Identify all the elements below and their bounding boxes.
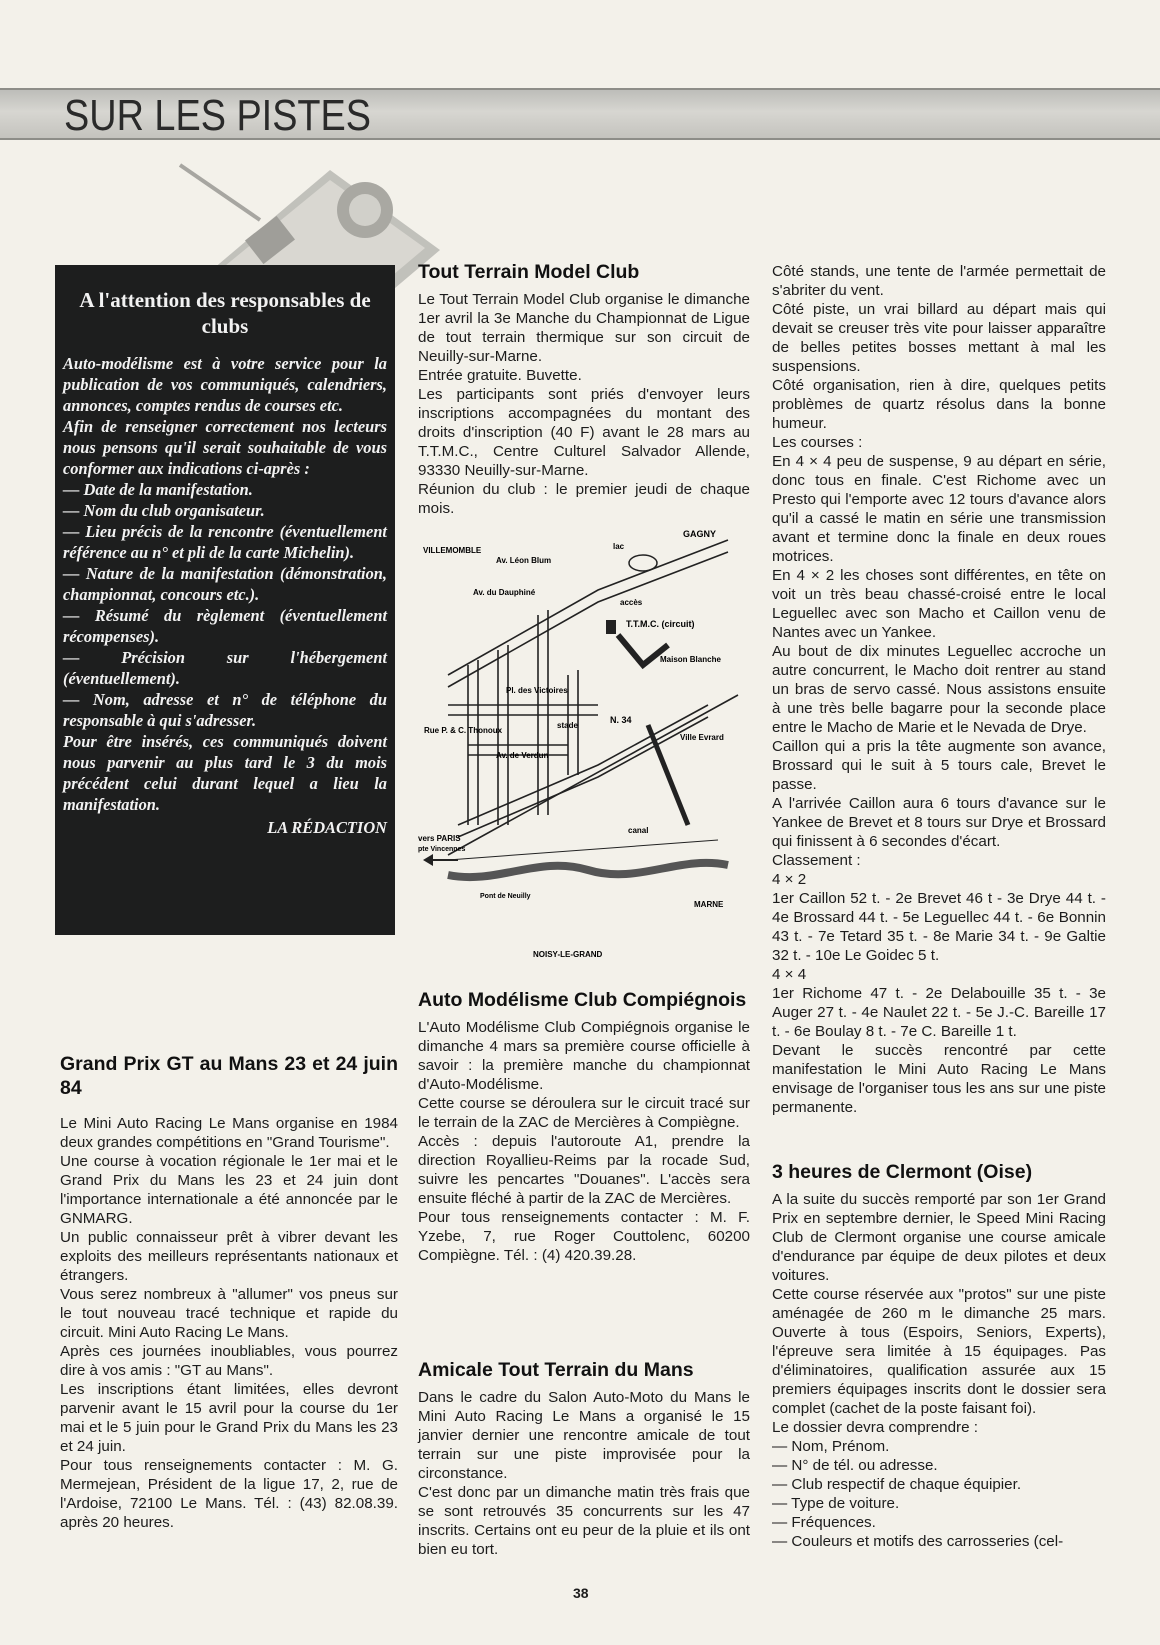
paragraph: En 4 × 2 les choses sont différentes, en tête on voit un très beau chassé-croisé entre le local Leguellec avec son Macho et Caillon venu de Nantes avec un Yankee. (772, 567, 1106, 641)
article-amicale (418, 1358, 750, 1559)
notice-line: — Nature de la manifestation (démonstration, championnat, concours etc.). (63, 564, 387, 604)
paragraph: Les inscriptions étant limitées, elles devront parvenir avant le 15 avril pour la course du 1er mai et le 5 juin pour le Grand Prix du Mans les 23 et 24 juin. (60, 1381, 398, 1455)
paragraph: Cette course se déroulera sur le circuit tracé sur le terrain de la ZAC de Mercières à Compiègne. (418, 1095, 750, 1131)
paragraph: Un public connaisseur prêt à vibrer devant les exploits des meilleurs représentants nationaux et étrangers. (60, 1229, 398, 1284)
notice-title: A l'attention des responsables de clubs (79, 288, 371, 338)
map-label: VILLEMOMBLE (423, 546, 482, 555)
paragraph: Caillon qui a pris la tête augmente son avance, Brossard qui le suit à 5 tours cale, Brevet le passe. (772, 738, 1106, 793)
paragraph: A l'arrivée Caillon aura 6 tours d'avance sur le Yankee de Brevet et 8 tours sur Drye et Brossard qui finissent à 6 secondes d'écart. (772, 795, 1106, 850)
notice-line: — Lieu précis de la rencontre (éventuellement référence au n° et pli de la carte Michelin). (63, 522, 387, 562)
map-label: accès (620, 598, 643, 607)
page-number: 38 (573, 1585, 589, 1601)
paragraph: 4 × 4 (772, 966, 807, 983)
map-label: pte Vincennes (418, 846, 466, 853)
map-label: Ville Evrard (680, 733, 724, 742)
paragraph: Côté organisation, rien à dire, quelques petits problèmes de quartz résolus dans la bonne humeur. (772, 377, 1106, 432)
list-item: — Couleurs et motifs des carrosseries (cel- (772, 1533, 1064, 1550)
notice-line: Auto-modélisme est à votre service pour la publication de vos communiqués, calendriers, annonces, comptes rendus de courses etc. (63, 354, 387, 415)
paragraph: Devant le succès rencontré par cette manifestation le Mini Auto Racing Le Mans envisage de l'organiser tous les ans sur une piste permanente. (772, 1042, 1106, 1116)
notice-line: — Résumé du règlement (éventuellement récompenses). (63, 606, 387, 646)
map-label: GAGNY (683, 529, 717, 539)
map-label: Av. Léon Blum (496, 556, 552, 565)
map-arrow (423, 854, 458, 866)
article-title: Auto Modélisme Club Compiégnois (418, 989, 747, 1011)
article-title: 3 heures de Clermont (Oise) (772, 1161, 1033, 1183)
map-label: stade (557, 721, 578, 730)
map-label: MARNE (694, 900, 724, 909)
notice-text (63, 353, 387, 838)
article-amcc (418, 988, 750, 1265)
article-amicale-continued (772, 262, 1106, 1117)
paragraph: Une course à vocation régionale le 1er mai et le Grand Prix du Mans les 23 et 24 juin dont l'importance internationale a été annoncée par le GNMARG. (60, 1153, 398, 1227)
notice-line: — Précision sur l'hébergement (éventuellement). (63, 648, 387, 688)
paragraph: Pour tous renseignements contacter : M. G. Mermejean, Président de la ligue 17, 2, rue de l'Ardoise, 72100 Le Mans. Tél. : (43) 82.08.39. après 20 heures. (60, 1457, 398, 1531)
map-label: Rue P. & C. Thonoux (424, 726, 503, 735)
paragraph: Côté stands, une tente de l'armée permettait de s'abriter du vent. (772, 263, 1106, 299)
map-label: Pont de Neuilly (480, 893, 531, 900)
paragraph: C'est donc par un dimanche matin très frais que se sont retrouvés 35 concurrents sur les 47 inscrits. Certains ont eu peur de la pluie et ils ont bien eu tort. (418, 1484, 750, 1558)
map-label: Maison Blanche (660, 655, 721, 664)
list-item: — Club respectif de chaque équipier. (772, 1476, 1022, 1493)
map-label: vers PARIS (418, 834, 461, 843)
map-label: lac (613, 542, 625, 551)
paragraph: Le dossier devra comprendre : (772, 1419, 978, 1436)
article-title: Tout Terrain Model Club (418, 261, 640, 283)
map-label: N. 34 (610, 715, 632, 725)
paragraph: Les participants sont priés d'envoyer leurs inscriptions accompagnées du montant des droits d'inscription (40 F) avant le 28 mars au T.T.M.C., Centre Culturel Salvador Allende, 93330 Neuilly-sur-Marne. (418, 386, 750, 479)
paragraph: Pour tous renseignements contacter : M. F. Yzebe, 7, rue Roger Couttolenc, 60200 Compiègne. Tél. : (4) 420.39.28. (418, 1209, 750, 1264)
paragraph: Cette course réservée aux "protos" sur une piste aménagée de 260 m le dimanche 25 mars. Ouverte à tous (Espoirs, Seniors, Experts), l'épreuve sera limitée à 15 équipages. Pas d'éliminatoires, qualification assurée aux 15 premiers équipages inscrits dont le dossier sera complet (cachet de la poste faisant foi). (772, 1286, 1106, 1417)
access-map (418, 525, 764, 965)
list-item: — Nom, Prénom. (772, 1438, 890, 1455)
paragraph: Classement : (772, 852, 861, 869)
article-body (772, 1190, 1106, 1418)
article-title: Grand Prix GT au Mans 23 et 24 juin 84 (60, 1053, 398, 1099)
paragraph: Après ces journées inoubliables, vous pourrez dire à vos amis : "GT au Mans". (60, 1343, 398, 1379)
paragraph: 1er Richome 47 t. - 2e Delabouille 35 t. - 3e Auger 27 t. - 4e Naulet 22 t. - 5e J.-C. Bareille 17 t. - 6e Boulay 8 t. - 7e C. Bareille 1 t. (772, 985, 1106, 1040)
list-item: — Fréquences. (772, 1514, 876, 1531)
paragraph: Vous serez nombreux à "allumer" vos pneus sur le tout nouveau tracé technique et rapide du circuit. Mini Auto Racing Le Mans. (60, 1286, 398, 1341)
paragraph: Côté piste, un vrai billard au départ mais qui devait se creuser très vite pour laisser apparaître de belles petites bosses mettant à mal les suspensions. (772, 301, 1106, 375)
map-label: Av. de Verdun (496, 751, 549, 760)
map-label: NOISY-LE-GRAND (533, 950, 603, 959)
paragraph: 4 × 2 (772, 871, 807, 888)
paragraph: Entrée gratuite. Buvette. (418, 367, 582, 384)
notice-line: Afin de renseigner correctement nos lecteurs nous pensons qu'il serait souhaitable de vous conformer aux indications ci-après : (63, 417, 387, 478)
paragraph: Accès : depuis l'autoroute A1, prendre la direction Royallieu-Reims par la rocade Sud, suivre les pencartes "Douanes". L'accès sera ensuite fléché à partir de la ZAC de Mercières. (418, 1133, 750, 1207)
article-ttmc (418, 260, 750, 518)
list-item: — N° de tél. ou adresse. (772, 1457, 938, 1474)
notice-line: — Nom du club organisateur. (63, 501, 265, 520)
paragraph: L'Auto Modélisme Club Compiégnois organise le dimanche 4 mars sa première course officielle à savoir : la première manche du championnat d'Auto-Modélisme. (418, 1019, 750, 1093)
paragraph: Au bout de dix minutes Leguellec accroche un autre concurrent, le Macho doit rentrer au stand un bras de servo cassé. Nous assistons ensuite à une très belle bagarre pour la seconde place entre le Macho de Marie et le Nevada de Drye. (772, 643, 1106, 736)
map-label: T.T.M.C. (circuit) (626, 619, 695, 629)
list-item: — Type de voiture. (772, 1495, 900, 1512)
notice-signature: LA RÉDACTION (267, 818, 387, 837)
map-label: Av. du Dauphiné (473, 588, 536, 597)
paragraph: En 4 × 4 peu de suspense, 9 au départ en série, donc tous en finale. C'est Richome avec un Presto qui l'emporte avec 12 tours d'avance alors qu'il a cassé le matin en série une transmission avant et termine donc la finale en deux roues motrices. (772, 453, 1106, 565)
paragraph: Dans le cadre du Salon Auto-Moto du Mans le Mini Auto Racing Le Mans a organisé le 15 janvier dernier une rencontre amicale de tout terrain sur une piste improvisée pour la circonstance. (418, 1389, 750, 1482)
paragraph: 1er Caillon 52 t. - 2e Brevet 46 t - 3e Drye 44 t. - 4e Brossard 44 t. - 5e Leguellec 44 t. - 6e Bonnin 43 t. - 7e Tetard 35 t. - 8e Marie 34 t. - 9e Galtie 32 t. - 10e Le Goidec 5 t. (772, 890, 1106, 964)
paragraph: Les courses : (772, 434, 863, 451)
notice-line: — Nom, adresse et n° de téléphone du responsable à qui s'adresser. (63, 690, 387, 730)
paragraph: Le Tout Terrain Model Club organise le dimanche 1er avril la 3e Manche du Championnat de Ligue de tout terrain thermique sur son circuit de Neuilly-sur-Marne. (418, 291, 750, 365)
article-title: Amicale Tout Terrain du Mans (418, 1359, 694, 1381)
paragraph: Réunion du club : le premier jeudi de chaque mois. (418, 481, 750, 517)
page-title: SUR LES PISTES (64, 91, 372, 140)
notice-line: — Date de la manifestation. (63, 480, 253, 499)
article-clermont (772, 1160, 1106, 1551)
map-label: canal (628, 826, 649, 835)
notice-line: Pour être insérés, ces communiqués doivent nous parvenir au plus tard le 3 du mois précédent celui durant lequel a lieu la manifestation. (63, 732, 387, 814)
article-gp-mans (60, 1052, 398, 1532)
notice-box (55, 265, 395, 935)
map-label: Pl. des Victoires (506, 686, 568, 695)
paragraph: A la suite du succès remporté par son 1er Grand Prix en septembre dernier, le Speed Mini Racing Club de Clermont organise une course amicale d'endurance par équipe de deux pilotes et deux voitures. (772, 1191, 1106, 1284)
paragraph: Le Mini Auto Racing Le Mans organise en 1984 deux grandes compétitions en "Grand Tourisme". (60, 1115, 398, 1151)
